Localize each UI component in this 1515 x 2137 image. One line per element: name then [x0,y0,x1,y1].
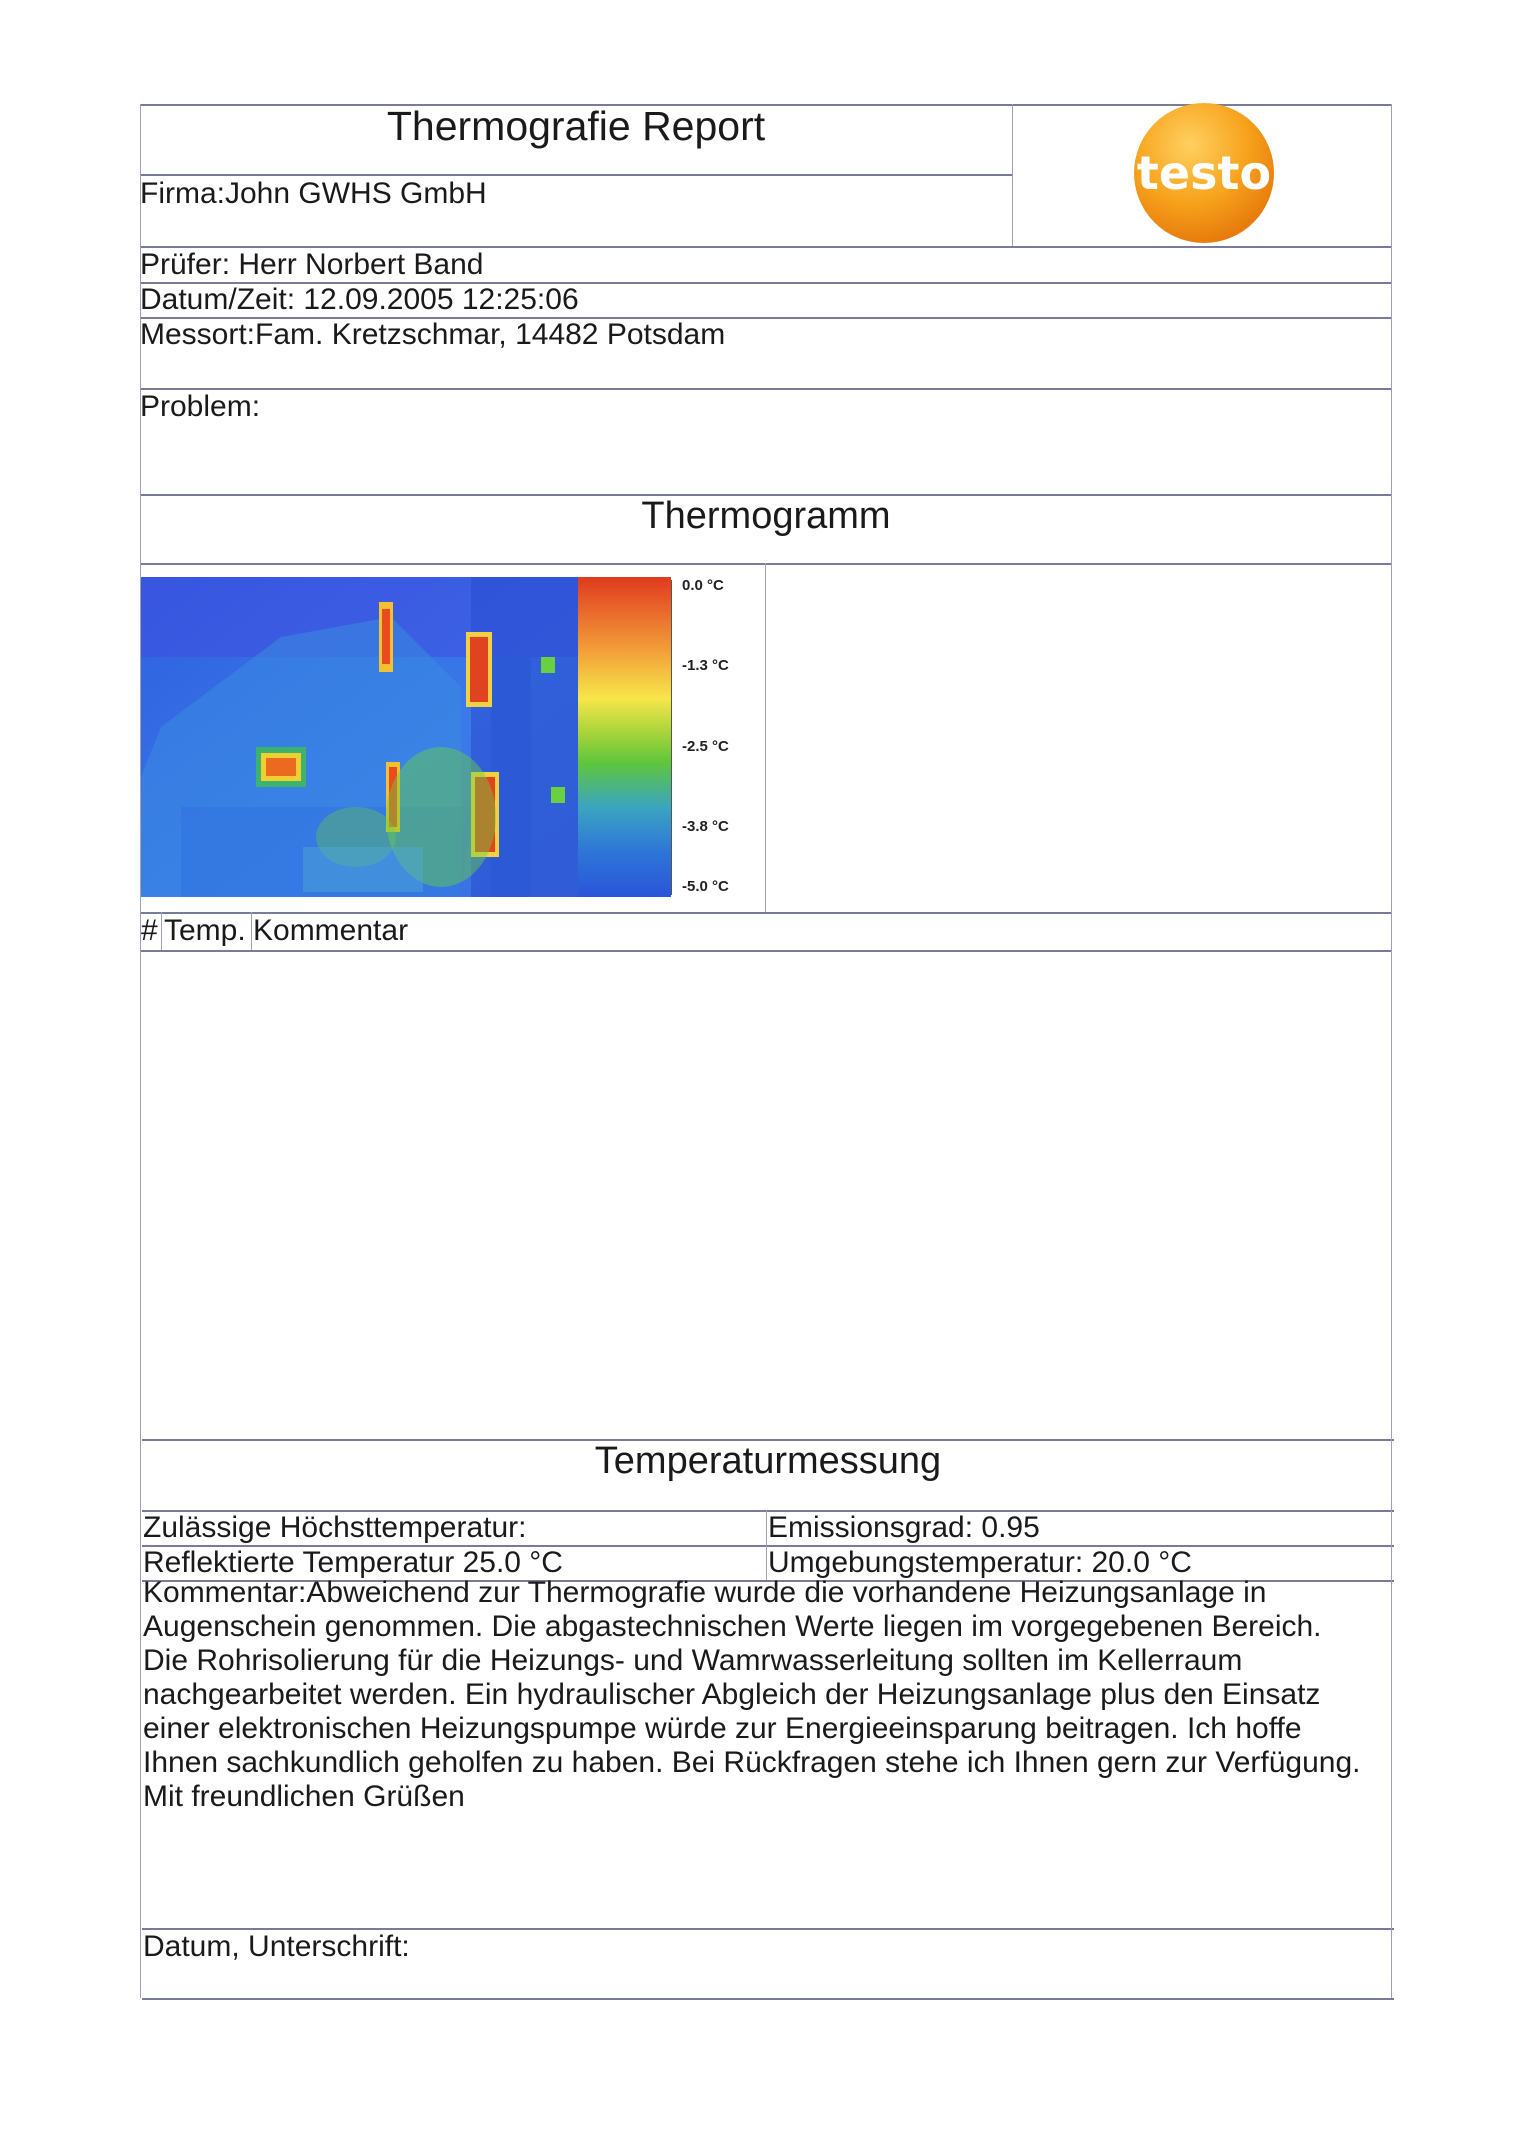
kommentar-line: Die Rohrisolierung für die Heizungs- und Wamrwasserleitung sollten im Kellerraum [143,1644,1243,1677]
kommentar-line: nachgearbeitet werden. Ein hydraulischer Abgleich der Heizungsanlage plus den Einsatz [143,1678,1321,1711]
umgebung-field: Umgebungstemperatur: 20.0 °C [768,1546,1192,1579]
thermal-image-graphic [141,577,579,897]
scale-label-min: -5.0 °C [682,878,729,895]
rule-under-table-header [140,950,1392,952]
logo-cell-divider [1012,104,1013,246]
kommentar-line: Kommentar:Abweichend zur Thermografie wurde die vorhandene Heizungsanlage in [143,1576,1267,1609]
col-header-num: # [141,914,158,947]
datum-zeit-field: Datum/Zeit: 12.09.2005 12:25:06 [140,283,579,316]
thermal-image [141,577,579,897]
frame-left [140,104,141,1998]
logo-text: testo [1136,146,1272,200]
col-header-kommentar: Kommentar [253,914,409,947]
scale-label-max: 0.0 °C [682,577,724,594]
rule-bottom [142,1998,1394,2000]
color-scale-gradient [578,577,671,897]
rule-under-messort [140,388,1392,390]
pruefer-field: Prüfer: Herr Norbert Band [140,248,484,281]
color-scale-bar [578,577,671,897]
rule-under-title [140,174,1012,176]
scale-tick-line [671,580,672,895]
kommentar-line: Mit freundlichen Grüßen [143,1780,465,1813]
scale-label-3: -2.5 °C [682,738,729,755]
scale-label-2: -1.3 °C [682,657,729,674]
kommentar-line: Ihnen sachkundlich geholfen zu haben. Bei Rückfragen stehe ich Ihnen gern zur Verfügung. [143,1746,1361,1779]
scale-label-4: -3.8 °C [682,818,729,835]
messort-field: Messort:Fam. Kretzschmar, 14482 Potsdam [140,318,726,351]
problem-field: Problem: [140,390,261,423]
kommentar-line: einer elektronischen Heizungspumpe würde zur Energieeinsparung beitragen. Ich hoffe [143,1712,1302,1745]
col-divider-measure [766,1510,767,1580]
kommentar-line: Augenschein genommen. Die abgastechnischen Werte liegen im vorgegebenen Bereich. [143,1610,1322,1643]
emissionsgrad-field: Emissionsgrad: 0.95 [768,1511,1040,1544]
col-divider-num [161,912,162,950]
hoechsttemperatur-field: Zulässige Höchsttemperatur: [143,1511,527,1544]
col-divider-temp [251,912,252,950]
firma-field: Firma:John GWHS GmbH [140,177,487,210]
reflektierte-field: Reflektierte Temperatur 25.0 °C [143,1546,563,1579]
frame-right [1391,104,1392,1998]
signature-field: Datum, Unterschrift: [143,1930,410,1963]
temperaturmessung-heading: Temperaturmessung [594,1440,942,1482]
rule-under-thermogramm [140,563,1392,565]
col-header-temp: Temp. [164,914,246,947]
report-title: Thermografie Report [386,103,766,149]
testo-logo [1134,103,1274,243]
thermogramm-heading: Thermogramm [641,495,891,537]
image-cell-divider [765,563,766,912]
kommentar-block [143,1576,1383,1814]
